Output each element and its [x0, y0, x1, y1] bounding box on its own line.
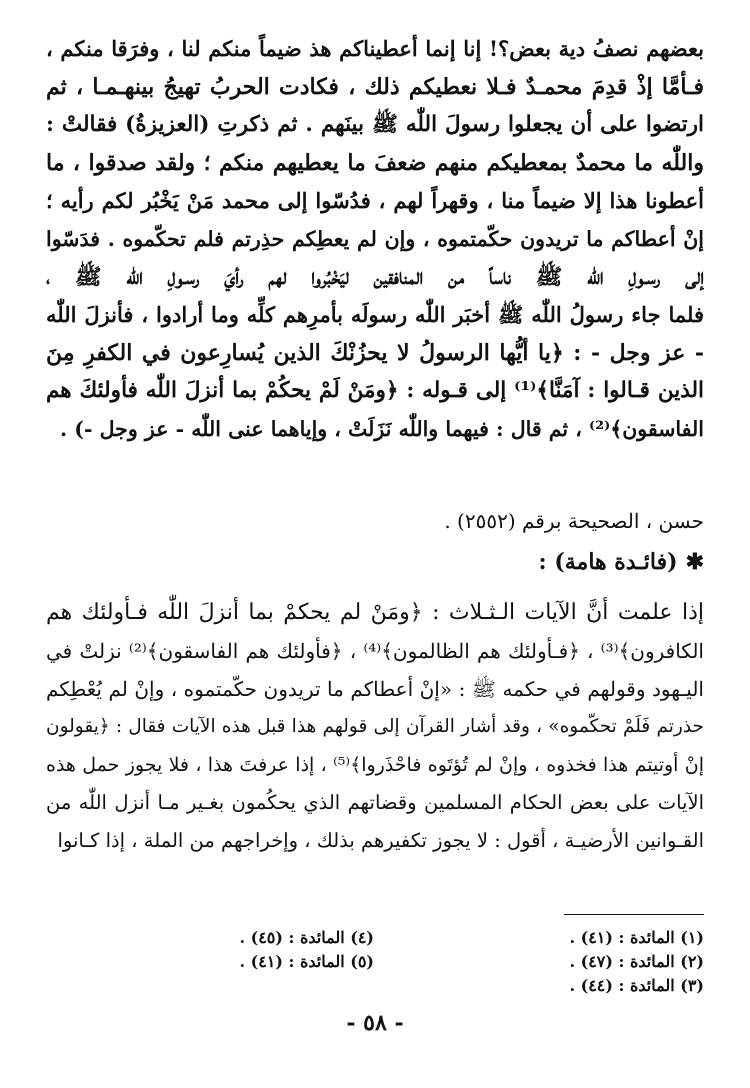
footnote: (٥) المائدة : (٤١) .: [239, 952, 374, 971]
text-line: - عز وجل - : ﴿يا أيُّها الرسولُ لا يحزُنْكَ الذين يُسارِعون في الكفرِ مِنَ: [46, 340, 704, 366]
page-number: - ٥٨ -: [346, 1010, 404, 1036]
text-line: إنْ أعطاكم ما تريدون حكّمتموه ، وإن لم يعطِكم حذِرتم فلم تحكّموه . فدَسّوا: [46, 227, 704, 251]
text-line: القـوانين الأرضيـة ، أقول : لا يجوز تكفيرهم بذلك ، وإخراجهم من الملة ، إذا كـانوا: [57, 829, 704, 852]
hadith-paragraph: [46, 30, 704, 448]
footnote: (١) المائدة : (٤١) .: [569, 928, 704, 947]
benefit-paragraph: [46, 594, 704, 860]
text-line: أعطونا هذا إلا ضيماً منا ، وقهراً لهم ، فدُسّوا إلى محمد مَنْ يَخْبُر لكم رأيه ؛: [46, 188, 704, 213]
footnotes-column-left: [44, 926, 374, 974]
footnote: (٢) المائدة : (٤٧) .: [569, 952, 704, 971]
text-line: ارتضوا على أن يجعلوا رسولَ اللّٰه ﷺ بينَهم . ثم ذكرتِ (العزيزةُ) فقالتْ :: [46, 112, 704, 137]
text-line: بعضهم نصفُ دية بعض؟! إنا إنما أعطيناكم هذ ضيماً منكم لنا ، وفرَقا منكم ،: [46, 36, 704, 61]
text-line: واللّٰه ما محمدٌ بمعطيكم منهم ضعفَ ما يعطيهم منكم ؛ ولقد صدقوا ، ما: [46, 150, 704, 176]
text-line: الآيات على بعض الحكام المسلمين وقضاتهم الذي يحكُمون بغـير مـا أنزل اللّٰه من: [46, 791, 704, 814]
footnotes-column-right: [374, 926, 704, 998]
text-line: إذا علمت أنَّ الآيات الـثـلاث : ﴿ومَنْ لم يحكمْ بما أنزلَ اللّٰه فـأولئك هم: [46, 600, 704, 625]
asterisk-icon: ✱: [685, 549, 704, 575]
text-line: فـأمَّا إذْ قدِمَ محمـدٌ فـلا نعطيكم ذلك ، فكادت الحربُ تهيجُ بينهـمـا ، ثم: [46, 74, 704, 100]
text-line: الكافرون﴾⁽³⁾ ، ﴿فـأولئك هم الظالمون﴾⁽⁴⁾ ، ﴿فأولئك هم الفاسقون﴾⁽²⁾ نزلتْ في: [46, 639, 704, 663]
footnote-separator: [564, 914, 704, 915]
section-heading-text: (فائـدة هامة) :: [538, 549, 678, 575]
footnote: (٤) المائدة : (٤٥) .: [239, 928, 374, 947]
text-line: فلما جاء رسولُ اللّٰه ﷺ أخبَر اللّٰه رسولَه بأمرِهم كلِّه وما أرادوا ، فأنزلَ اللّٰه: [46, 302, 704, 327]
text-line: إنْ أوتيتم هذا فخذوه ، وإنْ لم تُؤتَوه فاحْذَروا﴾⁽⁵⁾ ، إذا عرفتَ هذا ، فلا يجوز حمل هذه: [46, 754, 704, 776]
text-line: الفاسقون﴾⁽²⁾ ، ثم قال : فيهما واللّٰه نَزَلَتْ ، وإياهما عنى اللّٰه - عز وجل -) .: [60, 417, 704, 441]
text-line: الذين قـالوا : آمَنَّا﴾⁽¹⁾ إلى قـوله : ﴿ومَنْ لَمْ يحكُمْ بما أنزلَ اللّٰه فأولئكَ هم: [46, 378, 704, 403]
text-line: اليـهود وقولهم في حكمه ﷺ : «إنْ أعطاكم ما تريدون حكّمتموه ، وإنْ لم يُعْطِكم: [46, 677, 704, 701]
hadith-grading: حسن ، الصحيحة برقم (٢٥٥٢) .: [444, 509, 704, 533]
footnote: (٣) المائدة : (٤٤) .: [569, 976, 704, 995]
section-heading: [46, 545, 704, 579]
text-line: إلى رسـولِ اللّٰه ﷺ ناساً من المنافقين ليَخْبُروا لهم رأيَ رسـولِ اللّٰه ﷺ ،: [46, 264, 704, 290]
text-line: حذرتم فَلَمْ تحكّموه» ، وقد أشار القرآن إلى قولهم هذا قبل هذه الآيات فقال : ﴿يقولون: [46, 716, 704, 737]
